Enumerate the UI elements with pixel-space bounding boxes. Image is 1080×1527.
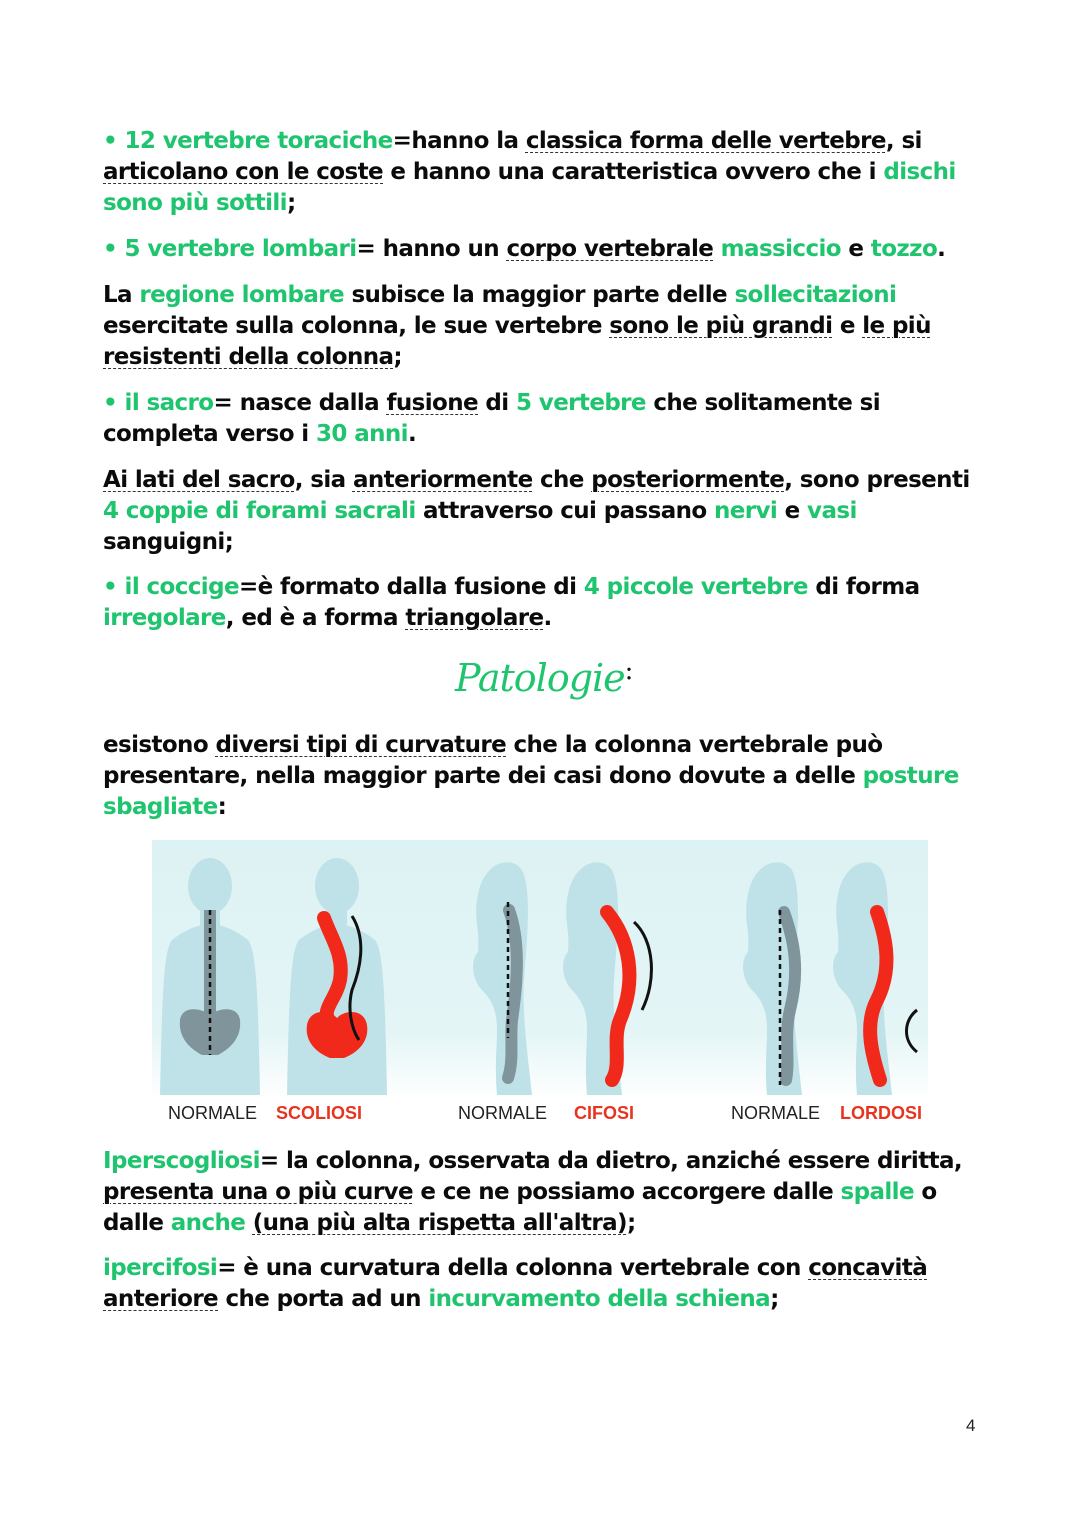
paragraph-vertebre-lombari <box>103 234 983 265</box>
spine-illustration <box>152 840 928 1135</box>
highlight-text: vasi <box>807 498 857 524</box>
highlight-text: 4 piccole vertebre <box>583 574 808 600</box>
underlined-text: classica forma delle vertebre <box>525 128 886 154</box>
underlined-text: (una più alta rispetta all'altra) <box>252 1210 627 1236</box>
figure-label-normale-3: NORMALE <box>731 1103 821 1123</box>
text: attraverso cui passano <box>415 498 715 524</box>
highlight-text: 5 vertebre <box>515 390 646 416</box>
text: sanguigni; <box>103 529 234 555</box>
text: , sia <box>294 467 353 493</box>
figure-label-normale-1: NORMALE <box>168 1103 258 1123</box>
text: ; <box>393 344 403 370</box>
text: = è una curvatura della colonna vertebrale con <box>217 1255 809 1281</box>
underlined-text: presenta una o più curve <box>103 1179 413 1205</box>
section-title-text: Patologie <box>455 656 625 700</box>
text: e <box>777 498 808 524</box>
text: e <box>840 236 871 262</box>
underlined-text: corpo vertebrale <box>506 236 714 262</box>
figure-label-normale-2: NORMALE <box>458 1103 548 1123</box>
figure-label-lordosi: LORDOSI <box>840 1103 923 1123</box>
underlined-text: le più resistenti della colonna <box>103 313 931 370</box>
text: ; <box>770 1286 779 1312</box>
paragraph-coccige <box>103 572 983 634</box>
text: =hanno la <box>392 128 526 154</box>
text: subisce la maggior parte delle <box>344 282 735 308</box>
underlined-text: diversi tipi di curvature <box>215 732 507 758</box>
underlined-text: fusione <box>386 390 479 416</box>
bullet: • <box>103 390 118 416</box>
term-ipercifosi: ipercifosi <box>103 1255 218 1281</box>
underlined-text: anteriormente <box>352 467 533 493</box>
text: e ce ne possiamo accorgere dalle <box>412 1179 841 1205</box>
text: che porta ad un <box>218 1286 429 1312</box>
text: e hanno una caratteristica ovvero che i <box>383 159 884 185</box>
text: . <box>937 236 946 262</box>
text: ; <box>626 1210 636 1236</box>
term-sacro: il sacro <box>124 390 214 416</box>
text <box>245 1210 252 1236</box>
text: che <box>532 467 592 493</box>
highlight-text: massiccio <box>720 236 841 262</box>
text: e <box>832 313 863 339</box>
underlined-text: sono le più grandi <box>609 313 833 339</box>
page-number: 4 <box>966 1416 976 1435</box>
text: che la colonna vertebrale può presentare, nella maggior parte dei casi dono dovute a delle <box>103 732 883 789</box>
text: di forma <box>807 574 920 600</box>
highlight-text: anche <box>170 1210 246 1236</box>
paragraph-ipercifosi <box>103 1253 983 1315</box>
text: che solitamente si completa verso i <box>103 390 881 447</box>
text: . <box>407 421 417 447</box>
highlight-text: dischi sono più sottili <box>103 159 956 216</box>
underlined-text: concavità anteriore <box>103 1255 928 1312</box>
paragraph-vertebre-toraciche <box>103 126 983 219</box>
highlight-text: incurvamento della schiena <box>428 1286 771 1312</box>
paragraph-iperscogliosi <box>103 1146 983 1239</box>
paragraph-regione-lombare <box>103 280 983 373</box>
bullet: • <box>103 236 118 262</box>
term-coccige: il coccige <box>124 574 239 600</box>
highlight-text: nervi <box>714 498 778 524</box>
figure-label-cifosi: CIFOSI <box>574 1103 635 1123</box>
underlined-text: posteriormente <box>591 467 785 493</box>
text: di <box>478 390 516 416</box>
text: o dalle <box>103 1179 937 1236</box>
highlight-text: sollecitazioni <box>734 282 897 308</box>
term-vertebre-toraciche: 12 vertebre toraciche <box>124 128 393 154</box>
underlined-text: triangolare <box>405 605 544 631</box>
section-title-colon: : <box>624 656 633 686</box>
bullet: • <box>103 128 118 154</box>
section-title-patologie <box>455 656 632 700</box>
text: esercitate sulla colonna, le sue vertebre <box>103 313 610 339</box>
highlight-text: irregolare <box>103 605 226 631</box>
figure-label-scoliosi: SCOLIOSI <box>276 1103 363 1123</box>
text: esistono <box>103 732 216 758</box>
paragraph-sacro <box>103 388 983 450</box>
paragraph-esistono <box>103 730 983 823</box>
text: = nasce dalla <box>213 390 387 416</box>
underlined-text: Ai lati del sacro <box>103 467 295 493</box>
text: = hanno un <box>356 236 507 262</box>
text: =è formato dalla fusione di <box>238 574 584 600</box>
term-vertebre-lombari: 5 vertebre lombari <box>124 236 357 262</box>
text: = la colonna, osservata da dietro, anziché essere diritta, <box>259 1148 963 1174</box>
highlight-text: regione lombare <box>139 282 345 308</box>
spine-curvature-figure <box>152 840 928 1135</box>
text: , sono presenti <box>784 467 970 493</box>
text: , ed è a forma <box>225 605 406 631</box>
term-iperscogliosi: Iperscogliosi <box>103 1148 260 1174</box>
underlined-text: articolano con le coste <box>103 159 383 185</box>
paragraph-ai-lati-del-sacro <box>103 465 983 558</box>
text <box>713 236 720 262</box>
highlight-text: 30 anni <box>316 421 408 447</box>
text: La <box>103 282 140 308</box>
highlight-text: spalle <box>840 1179 914 1205</box>
spine-lordosis <box>870 912 917 1080</box>
highlight-text: tozzo <box>870 236 938 262</box>
text: , si <box>885 128 922 154</box>
bullet: • <box>103 574 118 600</box>
text: ; <box>286 190 296 216</box>
highlight-text: posture sbagliate <box>103 763 959 820</box>
highlight-text: 4 coppie di forami sacrali <box>103 498 416 524</box>
text: . <box>543 605 552 631</box>
text: : <box>217 794 227 820</box>
